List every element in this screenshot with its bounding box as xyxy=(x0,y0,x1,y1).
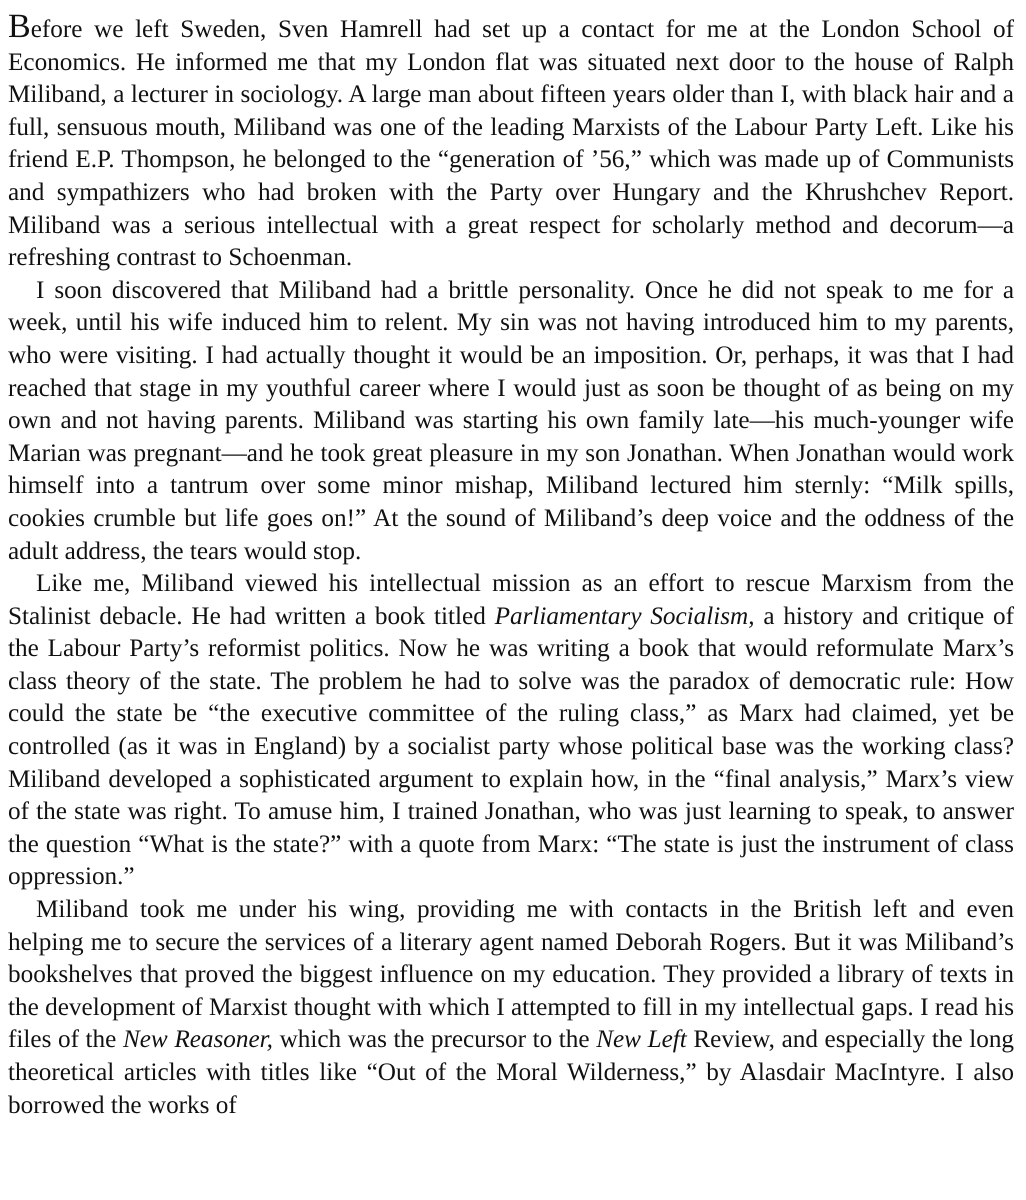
paragraph-4 xyxy=(8,894,1014,1122)
paragraph-3 xyxy=(8,568,1014,894)
drop-initial: B xyxy=(8,8,31,45)
book-title-parliamentary-socialism: Parliamentary Socialism, xyxy=(494,602,755,630)
journal-title-new-left: New Left xyxy=(596,1026,687,1054)
paragraph-2 xyxy=(8,275,1014,568)
paragraph-4-text-part-2: which was the precursor to the xyxy=(272,1026,597,1054)
paragraph-2-text: I soon discovered that Miliband had a brittle personality. Once he did not speak to me for a week, until his wife induced him to relent. My sin was not having introduced him to my parents, who were visiting. I had actually thought it would be an imposition. Or, perhaps, it was that I had reached that stage in my youthful career where I would just as soon be thought of as being on my own and not having parents. Miliband was starting his own family late—his much-younger wife Marian was pregnant—and he took great pleasure in my son Jonathan. When Jonathan would work himself into a tantrum over some minor mishap, Miliband lectured him sternly: “Milk spills, cookies crumble but life goes on!” At the sound of Miliband’s deep voice and the oddness of the adult address, the tears would stop. xyxy=(8,276,1014,565)
paragraph-3-text-part-1: Like me, Miliband viewed his intellectual mission as an effort to rescue Marxism from the Stalinist debacle. He had written a book titled xyxy=(8,570,1014,630)
paragraph-1-text: efore we left Sweden, Sven Hamrell had set up a contact for me at the London School of Economics. He informed me that my London flat was situated next door to the house of Ralph Miliband, a lecturer in sociology. A large man about fifteen years older than I, with black hair and a full, sensuous mouth, Miliband was one of the leading Marxists of the Labour Party Left. Like his friend E.P. Thompson, he belonged to the “generation of ’56,” which was made up of Communists and sympathizers who had broken with the Party over Hungary and the Khrushchev Report. Miliband was a serious intellectual with a great respect for scholarly method and decorum—a refreshing contrast to Schoenman. xyxy=(8,16,1014,272)
paragraph-4-text-part-3: Review, and especially the long theoretical articles with titles like “Out of the Moral Wilderness,” by Alasdair MacIntyre. I also borrowed the works of xyxy=(8,1026,1015,1119)
paragraph-1 xyxy=(8,10,1014,275)
paragraph-4-text-part-1: Miliband took me under his wing, providing me with contacts in the British left and even helping me to secure the services of a literary agent named Deborah Rogers. But it was Miliband’s bookshelves that proved the biggest influence on my education. They provided a library of texts in the development of Marxist thought with which I attempted to fill in my intellectual gaps. I read his files of the xyxy=(8,896,1014,1054)
journal-title-new-reasoner: New Reasoner, xyxy=(122,1026,273,1054)
paragraph-3-text-part-2: a history and critique of the Labour Party’s reformist politics. Now he was writing a book that would reformulate Marx’s class theory of the state. The problem he had to solve was the paradox of democratic rule: How could the state be “the executive committee of the ruling class,” as Marx had claimed, yet be controlled (as it was in England) by a socialist party whose political base was the working class? Miliband developed a sophisticated argument to explain how, in the “final analysis,” Marx’s view of the state was right. To amuse him, I trained Jonathan, who was just learning to speak, to answer the question “What is the state?” with a quote from Marx: “The state is just the instrument of class oppression.” xyxy=(8,602,1014,891)
